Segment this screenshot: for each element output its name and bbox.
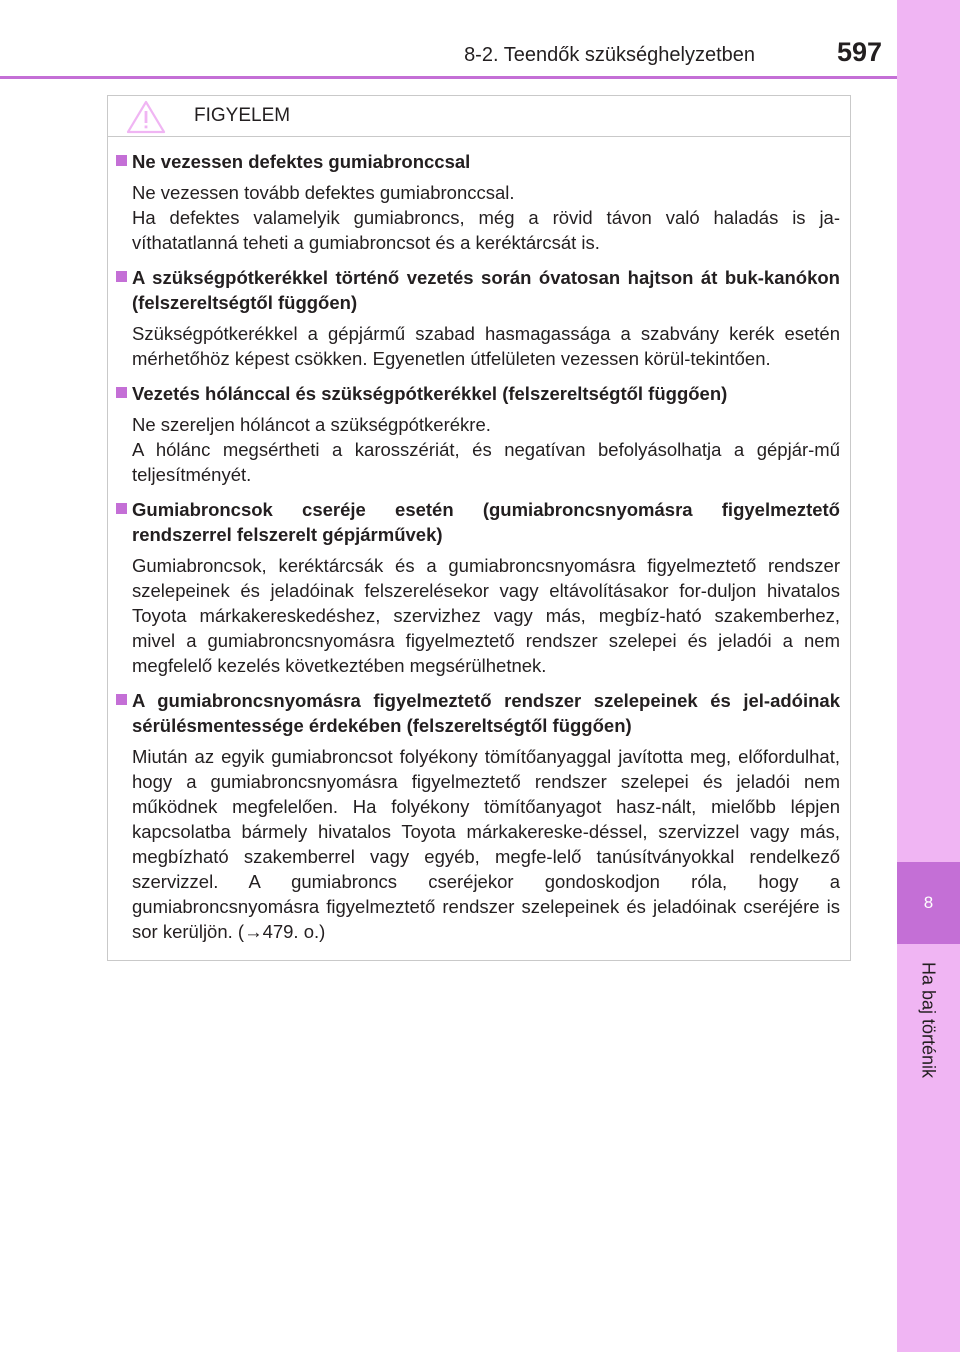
warning-item-heading-text: A gumiabroncsnyomásra figyelmeztető rendszer szelepeinek és jel-adóinak sérülésmentessége érdekében (felszereltségtől függően)	[132, 690, 840, 736]
warning-item-text	[116, 553, 840, 678]
warning-box	[107, 95, 851, 961]
warning-triangle-icon	[126, 100, 166, 134]
square-bullet-icon	[116, 694, 127, 705]
warning-item-paragraph: Gumiabroncsok, keréktárcsák és a gumiabroncsnyomásra figyelmeztető rendszer szelepeinek és jeladóinak felszerelésekor vagy eltávolításakor for-duljon hivatalos Toyota márkakereskedéshez, szervizhez vagy más, megbíz-ható szakemberhez, mivel a gumiabroncsnyomásra figyelmeztető rendszer szelepei és jeladói a nem megfelelő kezelés következtében megsérülhetnek.	[132, 555, 840, 676]
warning-item-heading-text: Vezetés hólánccal és szükségpótkerékkel (felszereltségtől függően)	[132, 383, 728, 404]
chapter-side-tab	[897, 0, 960, 1352]
warning-item-heading	[116, 149, 840, 174]
warning-item-text	[116, 321, 840, 371]
chapter-title: Ha baj történik	[918, 961, 939, 1079]
warning-item-heading	[116, 265, 840, 315]
warning-body	[108, 137, 850, 944]
square-bullet-icon	[116, 155, 127, 166]
warning-item-heading	[116, 497, 840, 547]
warning-item-paragraph: A hólánc megsértheti a karosszériát, és negatívan befolyásolhatja a gépjár-mű teljesítményét.	[132, 439, 840, 485]
warning-item-heading	[116, 688, 840, 738]
warning-header	[108, 96, 850, 137]
warning-item-paragraph: Szükségpótkerékkel a gépjármű szabad hasmagassága a szabvány kerék esetén mérhetőhöz képest csökken. Egyenetlen útfelületen vezessen körül-tekintően.	[132, 323, 840, 369]
header-divider	[0, 76, 897, 79]
square-bullet-icon	[116, 503, 127, 514]
chapter-number: 8	[923, 893, 934, 912]
warning-item	[116, 497, 840, 678]
warning-item-text	[116, 412, 840, 487]
warning-title: FIGYELEM	[194, 105, 291, 126]
warning-item-text	[116, 180, 840, 255]
warning-item-heading	[116, 381, 840, 406]
warning-item	[116, 265, 840, 371]
warning-item-heading-text: Ne vezessen defektes gumiabronccsal	[132, 151, 471, 172]
warning-item	[116, 149, 840, 255]
warning-item-text	[116, 744, 840, 944]
warning-item-heading-text: A szükségpótkerékkel történő vezetés során óvatosan hajtson át buk-kanókon (felszereltségtől függően)	[132, 267, 840, 313]
warning-item	[116, 688, 840, 944]
warning-item	[116, 381, 840, 487]
square-bullet-icon	[116, 387, 127, 398]
square-bullet-icon	[116, 271, 127, 282]
warning-item-paragraph: Ha defektes valamelyik gumiabroncs, még a rövid távon való haladás is ja-víthatatlanná teheti a gumiabroncsot és a keréktárcsát is.	[132, 207, 840, 253]
warning-item-paragraph: Ne vezessen tovább defektes gumiabronccsal.	[132, 182, 515, 203]
warning-item-paragraph: Ne szereljen hóláncot a szükségpótkerékre.	[132, 414, 491, 435]
section-title: 8-2. Teendők szükséghelyzetben	[464, 44, 755, 66]
warning-item-heading-text: Gumiabroncsok cseréje esetén (gumiabroncsnyomásra figyelmeztető rendszerrel felszerelt gépjárművek)	[132, 499, 840, 545]
chapter-number-box	[897, 862, 960, 944]
warning-item-paragraph: Miután az egyik gumiabroncsot folyékony tömítőanyaggal javította meg, előfordulhat, hogy a gumiabroncsnyomásra figyelmeztető rendszer szelepei és jeladói nem működnek megfelelően. Ha folyékony tömítőanyagot hasz-nált, mielőbb lépjen kapcsolatba bármely hivatalos Toyota márkakereske-déssel, szervizzel vagy más, megbízható szakemberrel vagy egyéb, megfe-lelő tanúsítványokkal rendelkező szervizzel. A gumiabroncs cseréjekor gondoskodjon róla, hogy a gumiabroncsnyomásra figyelmeztető rendszer szelepeinek és jeladóinak cseréjére is sor kerüljön. (→479. o.)	[132, 746, 840, 942]
page-number: 597	[836, 37, 882, 67]
